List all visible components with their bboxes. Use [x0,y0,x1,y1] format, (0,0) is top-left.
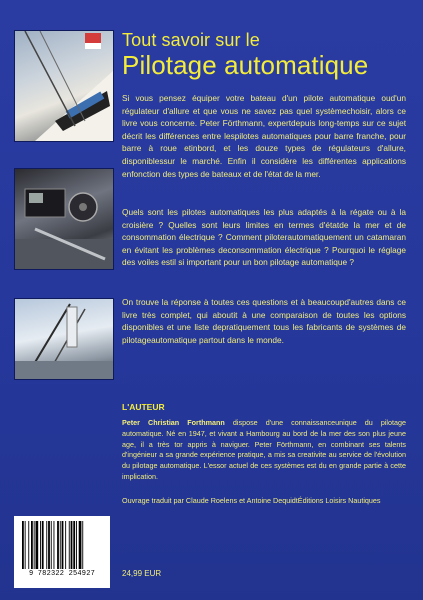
isbn-number: 9 782322 254927 [28,570,95,578]
questions-paragraph: Quels sont les pilotes automatiques les plus adaptés à la régate ou à la croisière ? Quelles sont leurs limites en termes d'étatde la mer et de consommation électrique ? Comment piloterautomatiquement un catamaran en évitant les problèmes deconsommation électrique ? Pourquoi le réglage des voiles estil si important pour un bon pilotage automatique ? [122,207,406,268]
title-line-1: Tout savoir sur le [122,30,260,50]
author-heading: L'AUTEUR [122,402,165,412]
title-line-2: Pilotage automatique [122,50,369,80]
answers-paragraph: On trouve la réponse à toutes ces questions et à beaucoupd'autres dans ce livre très complet, qui aboutit à une comparaison de toutes les options disponibles et une liste depratiquement tous les fabricants de systèmes de pilotageautomatique partout dans le monde. [122,297,406,345]
sailboat-stern-photo [14,30,114,142]
author-bio [122,418,406,483]
author-bio-text: dispose d'une connaissanceunique du pilotage automatique. Né en 1947, et vivant a Hambourg au bord de la mer des son plus jeune age, il a très tor appris à naviguer. Peter Förthmann, en combinant ses talents d'ingénieur a sa grande expérience pratique, a mis sa creativite au service de l'évolution du pilotage automatique. L'essor actuel de ces systèmes est du en grande partie à cette implication. [122,418,406,481]
author-name: Peter Christian Forthmann [122,418,225,427]
price: 24,99 EUR [122,569,162,578]
intro-paragraph: Si vous pensez équiper votre bateau d'un pilote automatique oud'un régulateur d'allure et que vous ne savez pas quel systèmechoisir, alors ce livre vous concerne. Peter Förthmann, expertdepuis long-temps sur ce sujet décrit les différences entre lespilotes automatiques pour barre franche, pour barre à roue etinbord, et les douze types de régulateurs d'allure, disponiblessur le marché. Enfin il considère les différentes applications enfonction des types de bateaux et de l'état de la mer. [122,93,406,179]
helm-instruments-photo [14,168,114,270]
translation-credits: Ouvrage traduit par Claude Roelens et Antoine DequidtÉditions Loisirs Nautiques [122,496,381,505]
barcode-icon [20,521,104,569]
wind-vane-photo [14,298,114,380]
